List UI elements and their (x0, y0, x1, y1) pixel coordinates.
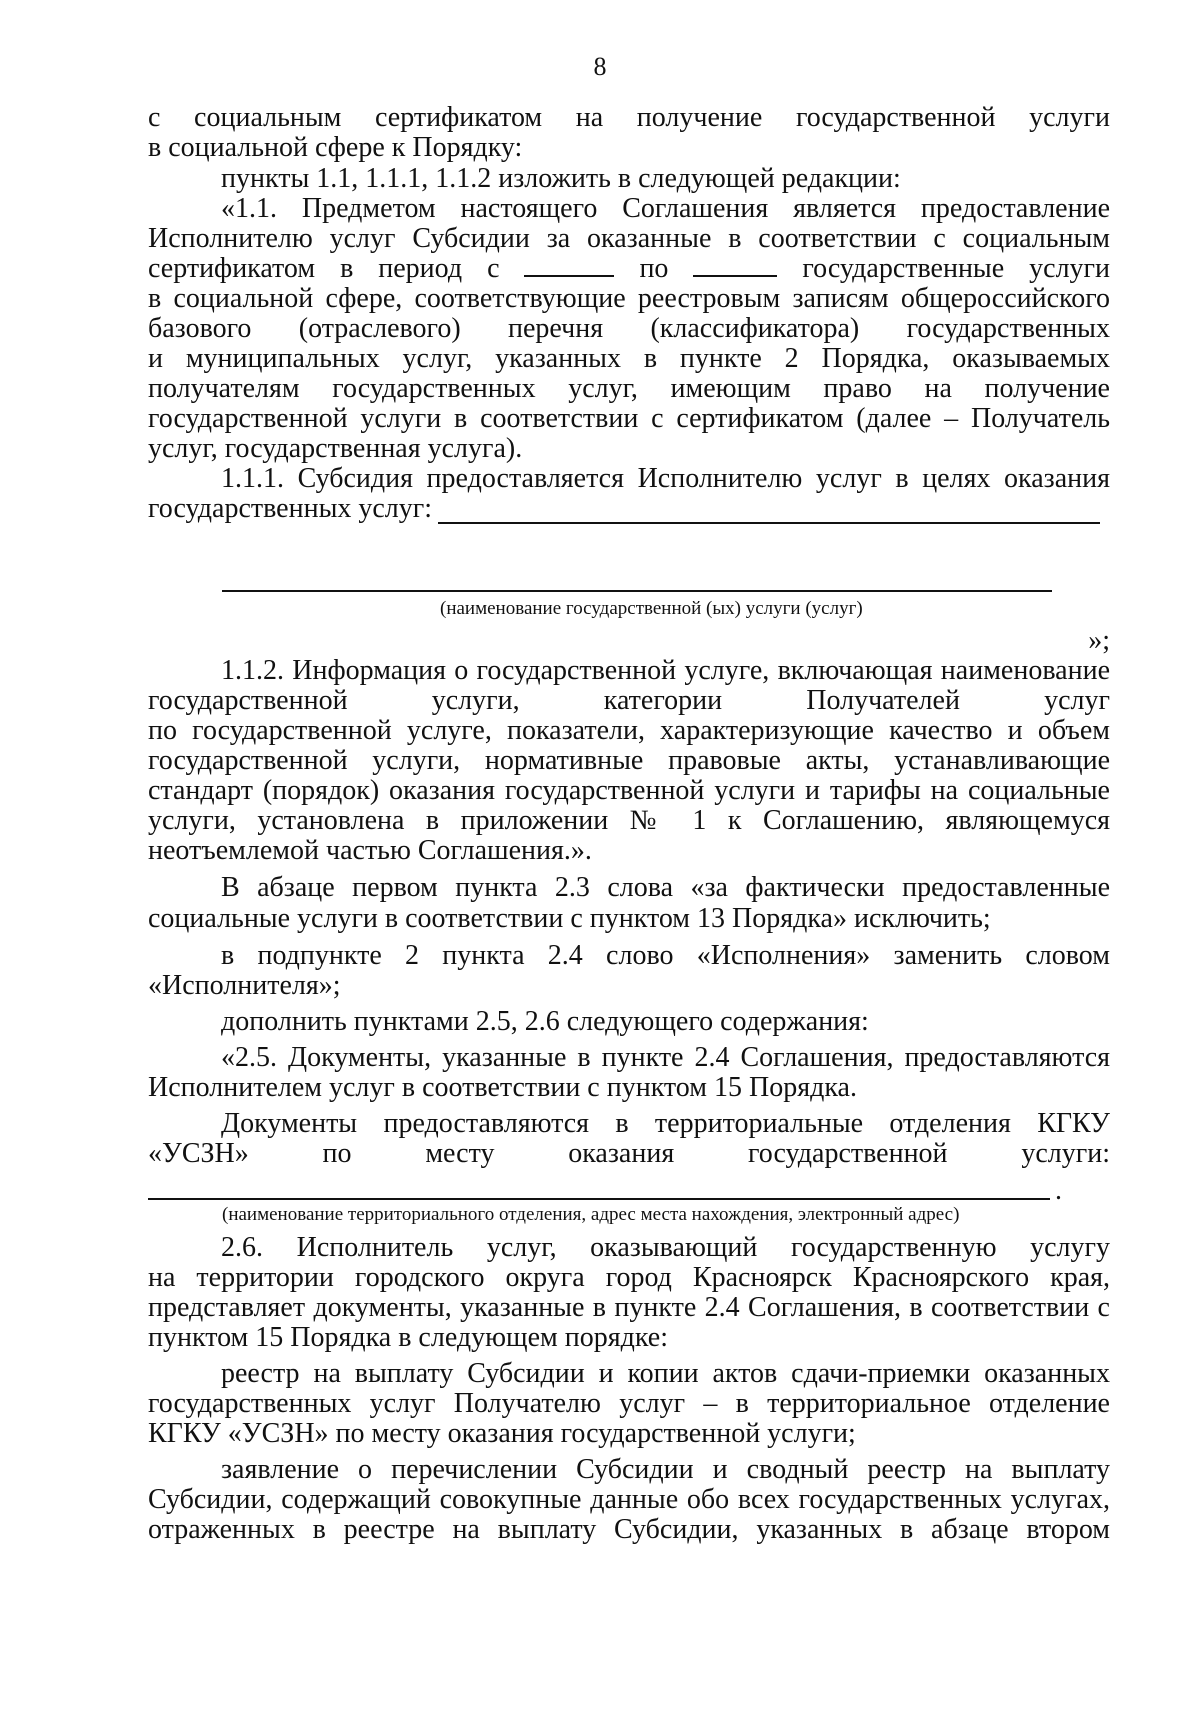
text-line: государственной услуги, категории Получателей услуг (148, 685, 1110, 716)
text-line: реестр на выплату Субсидии и копии актов сдачи-приемки оказанных (221, 1358, 1110, 1389)
text-line: государственной услуги в соответствии с сертификатом (далее – Получатель (148, 403, 1110, 434)
text-line: КГКУ «УСЗН» по месту оказания государственной услуги; (148, 1418, 856, 1449)
text-line: услуги, установлена в приложении № 1 к Соглашению, являющемуся (148, 805, 1110, 836)
fill-in-line (438, 522, 1100, 524)
text-line: и муниципальных услуг, указанных в пункте 2 Порядка, оказываемых (148, 343, 1110, 374)
text-line: социальные услуги в соответствии с пунктом 13 Порядка» исключить; (148, 903, 991, 934)
period-to-label: по (639, 253, 669, 284)
text-line: на территории городского округа город Красноярск Красноярского края, (148, 1262, 1110, 1293)
fill-in-line (148, 1198, 1050, 1200)
text-line: в социальной сфере, соответствующие реестровым записям общероссийского (148, 283, 1110, 314)
trailing-dot: . (1055, 1175, 1062, 1206)
text-line: услуг, государственная услуга). (148, 433, 523, 464)
text-line: «2.5. Документы, указанные в пункте 2.4 Соглашения, предоставляются (221, 1042, 1110, 1073)
text-line: по государственной услуге, показатели, характеризующие качество и объем (148, 715, 1110, 746)
text-line: «УСЗН» по месту оказания государственной услуги: (148, 1138, 1110, 1169)
period-to-blank (693, 274, 777, 277)
period-tail: государственные услуги (802, 253, 1111, 284)
field-caption: (наименование государственной (ых) услуги (услуг) (440, 598, 863, 619)
text-line: »; (1088, 625, 1110, 656)
text-line: дополнить пунктами 2.5, 2.6 следующего содержания: (221, 1006, 869, 1037)
text-line: стандарт (порядок) оказания государственной услуги и тарифы на социальные (148, 775, 1110, 806)
text-line: пункты 1.1, 1.1.1, 1.1.2 изложить в следующей редакции: (221, 163, 901, 194)
period-label: сертификатом в период с (148, 253, 500, 284)
text-line: В абзаце первом пункта 2.3 слова «за фактически предоставленные (221, 872, 1110, 903)
text-line: в подпункте 2 пункта 2.4 слово «Исполнения» заменить словом (221, 940, 1110, 971)
text-line: отраженных в реестре на выплату Субсидии, указанных в абзаце втором (148, 1514, 1110, 1545)
text-line: 2.6. Исполнитель услуг, оказывающий государственную услугу (221, 1232, 1110, 1263)
period-from-blank (524, 274, 614, 277)
text-line-period (148, 253, 1110, 285)
text-line: с социальным сертификатом на получение государственной услуги (148, 102, 1110, 133)
text-line: Субсидии, содержащий совокупные данные обо всех государственных услугах, (148, 1484, 1110, 1515)
text-line: пунктом 15 Порядка в следующем порядке: (148, 1322, 668, 1353)
field-caption: (наименование территориального отделения, адрес места нахождения, электронный адрес) (222, 1204, 960, 1225)
text-line: 1.1.1. Субсидия предоставляется Исполнителю услуг в целях оказания (221, 463, 1110, 494)
text-line: «Исполнителя»; (148, 970, 341, 1001)
fill-in-line (222, 590, 1052, 592)
text-line: государственной услуги, нормативные правовые акты, устанавливающие (148, 745, 1110, 776)
text-line: «1.1. Предметом настоящего Соглашения является предоставление (221, 193, 1110, 224)
text-line: 1.1.2. Информация о государственной услуге, включающая наименование (221, 655, 1110, 686)
text-line: получателям государственных услуг, имеющим право на получение (148, 373, 1110, 404)
text-line: государственных услуг: (148, 493, 433, 524)
text-line: неотъемлемой частью Соглашения.». (148, 835, 592, 866)
text-line: Исполнителю услуг Субсидии за оказанные в соответствии с социальным (148, 223, 1110, 254)
text-line: государственных услуг Получателю услуг – в территориальное отделение (148, 1388, 1110, 1419)
text-line: базового (отраслевого) перечня (классификатора) государственных (148, 313, 1110, 344)
text-line: Документы предоставляются в территориальные отделения КГКУ (221, 1108, 1110, 1139)
text-line: представляет документы, указанные в пункте 2.4 Соглашения, в соответствии с (148, 1292, 1110, 1323)
text-line: в социальной сфере к Порядку: (148, 132, 523, 163)
text-line: Исполнителем услуг в соответствии с пунктом 15 Порядка. (148, 1072, 857, 1103)
page-number: 8 (593, 52, 607, 81)
text-line: заявление о перечислении Субсидии и сводный реестр на выплату (221, 1454, 1110, 1485)
